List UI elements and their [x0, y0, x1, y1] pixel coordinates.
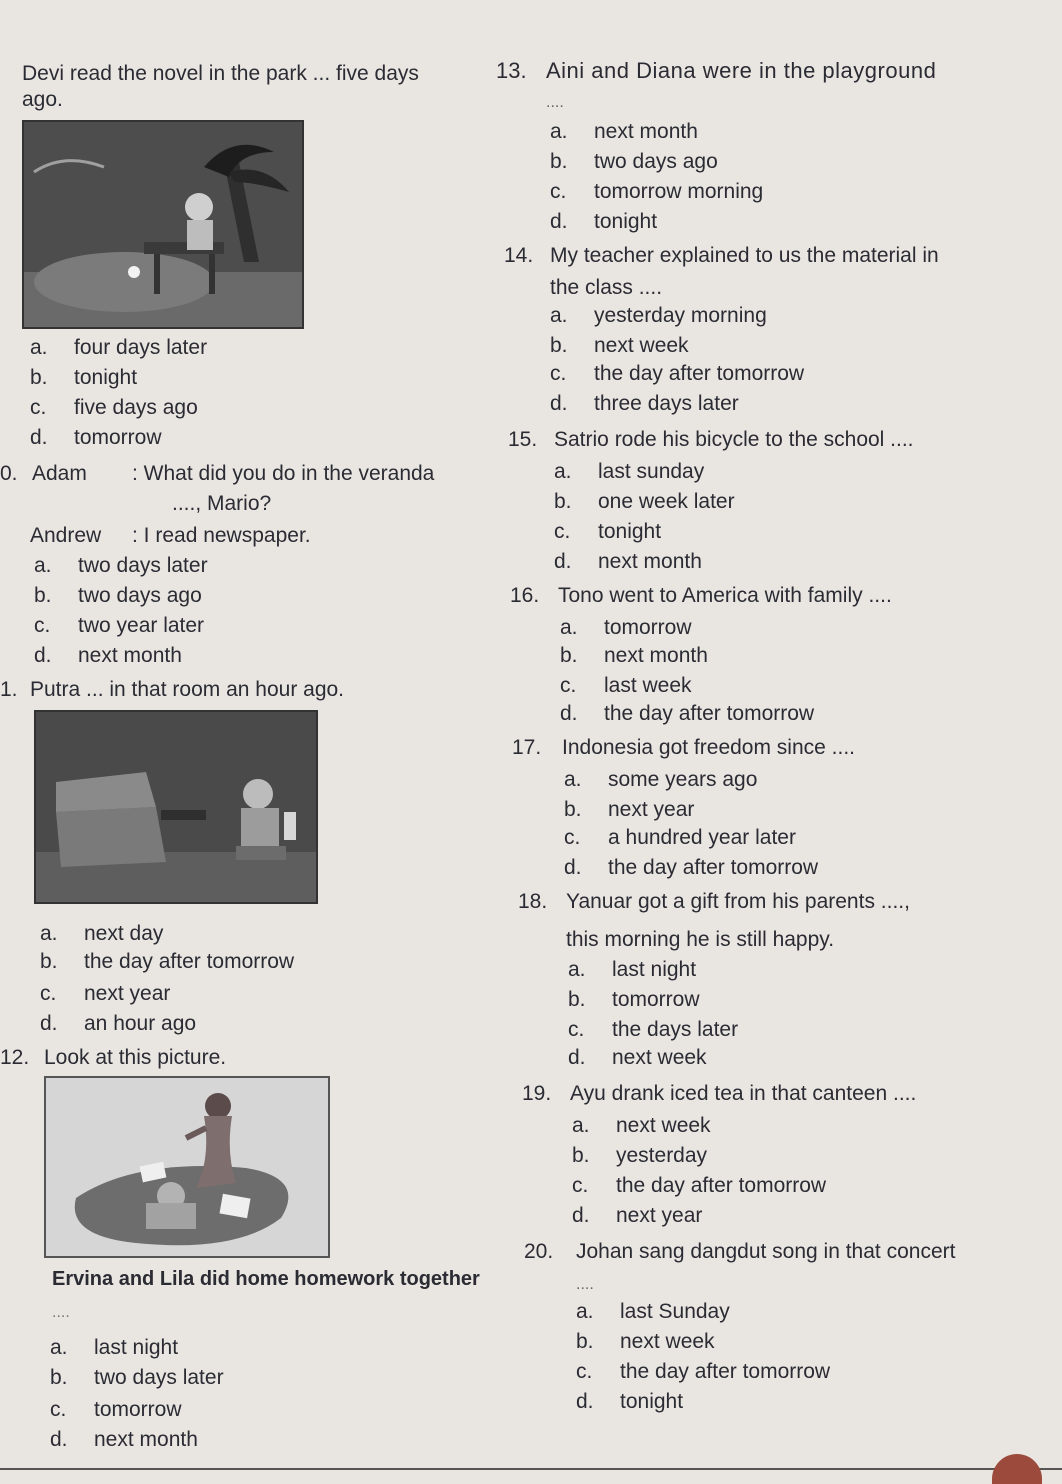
option-text: next year — [84, 982, 171, 1005]
q15-option-b[interactable] — [554, 490, 735, 514]
option-text: tomorrow morning — [594, 180, 764, 203]
option-text: some years ago — [608, 768, 758, 791]
q13-option-b[interactable] — [550, 150, 718, 174]
q10-option-d[interactable] — [34, 644, 182, 668]
q-park-option-b[interactable] — [30, 366, 137, 390]
q17-option-a[interactable] — [564, 768, 757, 792]
q10-option-b[interactable] — [34, 584, 202, 608]
q19-option-d[interactable] — [572, 1204, 702, 1228]
question-park-line1: Devi read the novel in the park ... five days — [22, 62, 419, 85]
option-letter: b. — [34, 584, 52, 607]
option-letter: b. — [550, 334, 568, 357]
q14-option-a[interactable] — [550, 304, 767, 328]
q17-option-c[interactable] — [564, 826, 796, 850]
option-text: tonight — [598, 520, 662, 543]
option-text: next week — [594, 334, 689, 357]
park-illustration — [22, 120, 304, 329]
q-park-option-a[interactable] — [30, 336, 207, 360]
option-letter: d. — [568, 1046, 586, 1069]
option-letter: d. — [40, 1012, 58, 1035]
q12-option-b[interactable] — [50, 1366, 224, 1390]
option-letter: d. — [576, 1390, 594, 1413]
q20-number: 20. — [524, 1240, 554, 1263]
q11-option-b[interactable] — [40, 950, 294, 974]
option-text: the day after tomorrow — [604, 702, 815, 725]
option-text: three days later — [594, 392, 739, 415]
q19-question: Ayu drank iced tea in that canteen .... — [570, 1082, 917, 1105]
option-letter: a. — [550, 304, 568, 327]
q20-dots: .... — [576, 1276, 594, 1293]
q18-option-b[interactable] — [568, 988, 700, 1012]
option-letter: a. — [30, 336, 48, 359]
option-letter: d. — [34, 644, 52, 667]
q12-option-d[interactable] — [50, 1428, 198, 1452]
room-illustration — [34, 710, 318, 904]
option-text: next month — [594, 120, 698, 143]
option-letter: b. — [564, 798, 582, 821]
q14-line1: My teacher explained to us the material in — [550, 244, 939, 267]
q14-option-b[interactable] — [550, 334, 689, 358]
option-text: tomorrow — [604, 616, 692, 639]
option-letter: a. — [572, 1114, 590, 1137]
q18-option-a[interactable] — [568, 958, 696, 982]
option-text: last sunday — [598, 460, 705, 483]
q16-option-d[interactable] — [560, 702, 814, 726]
q19-number: 19. — [522, 1082, 552, 1105]
option-letter: c. — [550, 180, 567, 203]
option-letter: c. — [560, 674, 577, 697]
option-letter: a. — [50, 1336, 68, 1359]
option-text: tomorrow — [612, 988, 700, 1011]
option-letter: b. — [576, 1330, 594, 1353]
option-text: last Sunday — [620, 1300, 730, 1323]
q14-line2: the class .... — [550, 276, 663, 299]
option-letter: b. — [568, 988, 586, 1011]
q11-option-a[interactable] — [40, 922, 163, 946]
option-text: a hundred year later — [608, 826, 796, 849]
q12-question: Look at this picture. — [44, 1046, 227, 1069]
q10-line3: : I read newspaper. — [132, 524, 311, 547]
q20-option-d[interactable] — [576, 1390, 683, 1414]
option-letter: a. — [550, 120, 568, 143]
q11-question: Putra ... in that room an hour ago. — [30, 678, 345, 701]
option-text: next month — [94, 1428, 198, 1451]
option-text: last night — [94, 1336, 179, 1359]
q16-question: Tono went to America with family .... — [558, 584, 892, 607]
q13-question: Aini and Diana were in the playground — [546, 58, 937, 83]
q15-question: Satrio rode his bicycle to the school .... — [554, 428, 914, 451]
option-letter: c. — [50, 1398, 67, 1421]
option-text: two days ago — [594, 150, 718, 173]
option-text: next month — [604, 644, 708, 667]
q18-line2: this morning he is still happy. — [566, 928, 835, 951]
q10-number: 0. — [0, 462, 18, 485]
option-letter: b. — [40, 950, 58, 973]
q20-option-b[interactable] — [576, 1330, 715, 1354]
q12-option-c[interactable] — [50, 1398, 182, 1422]
option-letter: c. — [40, 982, 57, 1005]
option-letter: d. — [554, 550, 572, 573]
option-text: two days ago — [78, 584, 202, 607]
option-text: tonight — [74, 366, 138, 389]
option-letter: a. — [554, 460, 572, 483]
option-text: two days later — [78, 554, 208, 577]
option-letter: c. — [34, 614, 51, 637]
q15-number: 15. — [508, 428, 538, 451]
q18-line1: Yanuar got a gift from his parents ...., — [566, 890, 910, 913]
option-letter: d. — [550, 392, 568, 415]
option-text: the days later — [612, 1018, 739, 1041]
option-text: tonight — [620, 1390, 684, 1413]
option-letter: b. — [560, 644, 578, 667]
option-letter: c. — [568, 1018, 585, 1041]
q16-option-c[interactable] — [560, 674, 692, 698]
q10-option-a[interactable] — [34, 554, 208, 578]
q10-speaker-andrew: Andrew — [30, 524, 102, 547]
option-letter: d. — [50, 1428, 68, 1451]
q13-option-c[interactable] — [550, 180, 763, 204]
option-text: next year — [616, 1204, 703, 1227]
q10-option-c[interactable] — [34, 614, 204, 638]
option-text: next week — [620, 1330, 715, 1353]
q11-option-d[interactable] — [40, 1012, 196, 1036]
option-text: last night — [612, 958, 697, 981]
q17-option-d[interactable] — [564, 856, 818, 880]
q-park-option-d[interactable] — [30, 426, 162, 450]
option-letter: b. — [50, 1366, 68, 1389]
q10-line2: ...., Mario? — [172, 492, 272, 515]
option-letter: a. — [34, 554, 52, 577]
q13-option-a[interactable] — [550, 120, 698, 144]
option-letter: b. — [30, 366, 48, 389]
option-text: an hour ago — [84, 1012, 197, 1035]
q11-number: 1. — [0, 678, 18, 701]
option-text: two days later — [94, 1366, 224, 1389]
option-text: the day after tomorrow — [608, 856, 819, 879]
option-text: two year later — [78, 614, 205, 637]
option-letter: d. — [560, 702, 578, 725]
option-letter: a. — [568, 958, 586, 981]
q18-option-c[interactable] — [568, 1018, 738, 1042]
option-text: next year — [608, 798, 695, 821]
option-letter: b. — [554, 490, 572, 513]
option-letter: c. — [554, 520, 571, 543]
option-text: the day after tomorrow — [620, 1360, 831, 1383]
q13-number: 13. — [496, 58, 527, 83]
option-letter: d. — [550, 210, 568, 233]
q13-option-d[interactable] — [550, 210, 657, 234]
q15-option-d[interactable] — [554, 550, 702, 574]
q10-speaker-adam: Adam — [32, 462, 87, 485]
q10-line1: : What did you do in the veranda — [132, 462, 435, 485]
option-letter: b. — [550, 150, 568, 173]
q12-caption: Ervina and Lila did home homework together — [52, 1268, 480, 1290]
option-text: next day — [84, 922, 164, 945]
question-park-line2: ago. — [22, 88, 63, 111]
option-text: next month — [78, 644, 182, 667]
option-text: yesterday — [616, 1144, 708, 1167]
option-letter: d. — [30, 426, 48, 449]
option-text: tomorrow — [74, 426, 162, 449]
q13-dots: .... — [546, 94, 564, 111]
q14-option-c[interactable] — [550, 362, 804, 386]
option-text: tomorrow — [94, 1398, 182, 1421]
option-text: the day after tomorrow — [594, 362, 805, 385]
q17-number: 17. — [512, 736, 542, 759]
option-letter: b. — [572, 1144, 590, 1167]
option-letter: c. — [30, 396, 47, 419]
q11-option-c[interactable] — [40, 982, 170, 1006]
option-letter: d. — [572, 1204, 590, 1227]
option-letter: c. — [564, 826, 581, 849]
homework-illustration — [44, 1076, 330, 1258]
option-letter: d. — [564, 856, 582, 879]
q19-option-a[interactable] — [572, 1114, 711, 1138]
option-letter: c. — [550, 362, 567, 385]
option-text: last week — [604, 674, 692, 697]
option-letter: a. — [576, 1300, 594, 1323]
q20-question: Johan sang dangdut song in that concert — [576, 1240, 956, 1263]
option-text: one week later — [598, 490, 735, 513]
q12-dots: .... — [52, 1304, 70, 1321]
option-text: yesterday morning — [594, 304, 767, 327]
q17-option-b[interactable] — [564, 798, 694, 822]
q19-option-c[interactable] — [572, 1174, 826, 1198]
q16-option-b[interactable] — [560, 644, 708, 668]
q12-number: 12. — [0, 1046, 30, 1069]
q15-option-c[interactable] — [554, 520, 661, 544]
option-letter: c. — [572, 1174, 589, 1197]
q18-number: 18. — [518, 890, 548, 913]
q17-question: Indonesia got freedom since .... — [562, 736, 856, 759]
q19-option-b[interactable] — [572, 1144, 707, 1168]
option-letter: a. — [564, 768, 582, 791]
q20-option-a[interactable] — [576, 1300, 730, 1324]
q16-option-a[interactable] — [560, 616, 692, 640]
q15-option-a[interactable] — [554, 460, 704, 484]
page-bottom-edge — [0, 1468, 1062, 1470]
option-text: next month — [598, 550, 702, 573]
option-letter: c. — [576, 1360, 593, 1383]
q14-option-d[interactable] — [550, 392, 739, 416]
option-text: the day after tomorrow — [84, 950, 295, 973]
option-text: tonight — [594, 210, 658, 233]
q12-option-a[interactable] — [50, 1336, 178, 1360]
option-text: next week — [616, 1114, 711, 1137]
q-park-option-c[interactable] — [30, 396, 198, 420]
q16-number: 16. — [510, 584, 540, 607]
option-letter: a. — [560, 616, 578, 639]
option-letter: a. — [40, 922, 58, 945]
q14-number: 14. — [504, 244, 534, 267]
option-text: five days ago — [74, 396, 198, 419]
option-text: next week — [612, 1046, 707, 1069]
option-text: four days later — [74, 336, 208, 359]
q18-option-d[interactable] — [568, 1046, 707, 1070]
option-text: the day after tomorrow — [616, 1174, 827, 1197]
q20-option-c[interactable] — [576, 1360, 830, 1384]
